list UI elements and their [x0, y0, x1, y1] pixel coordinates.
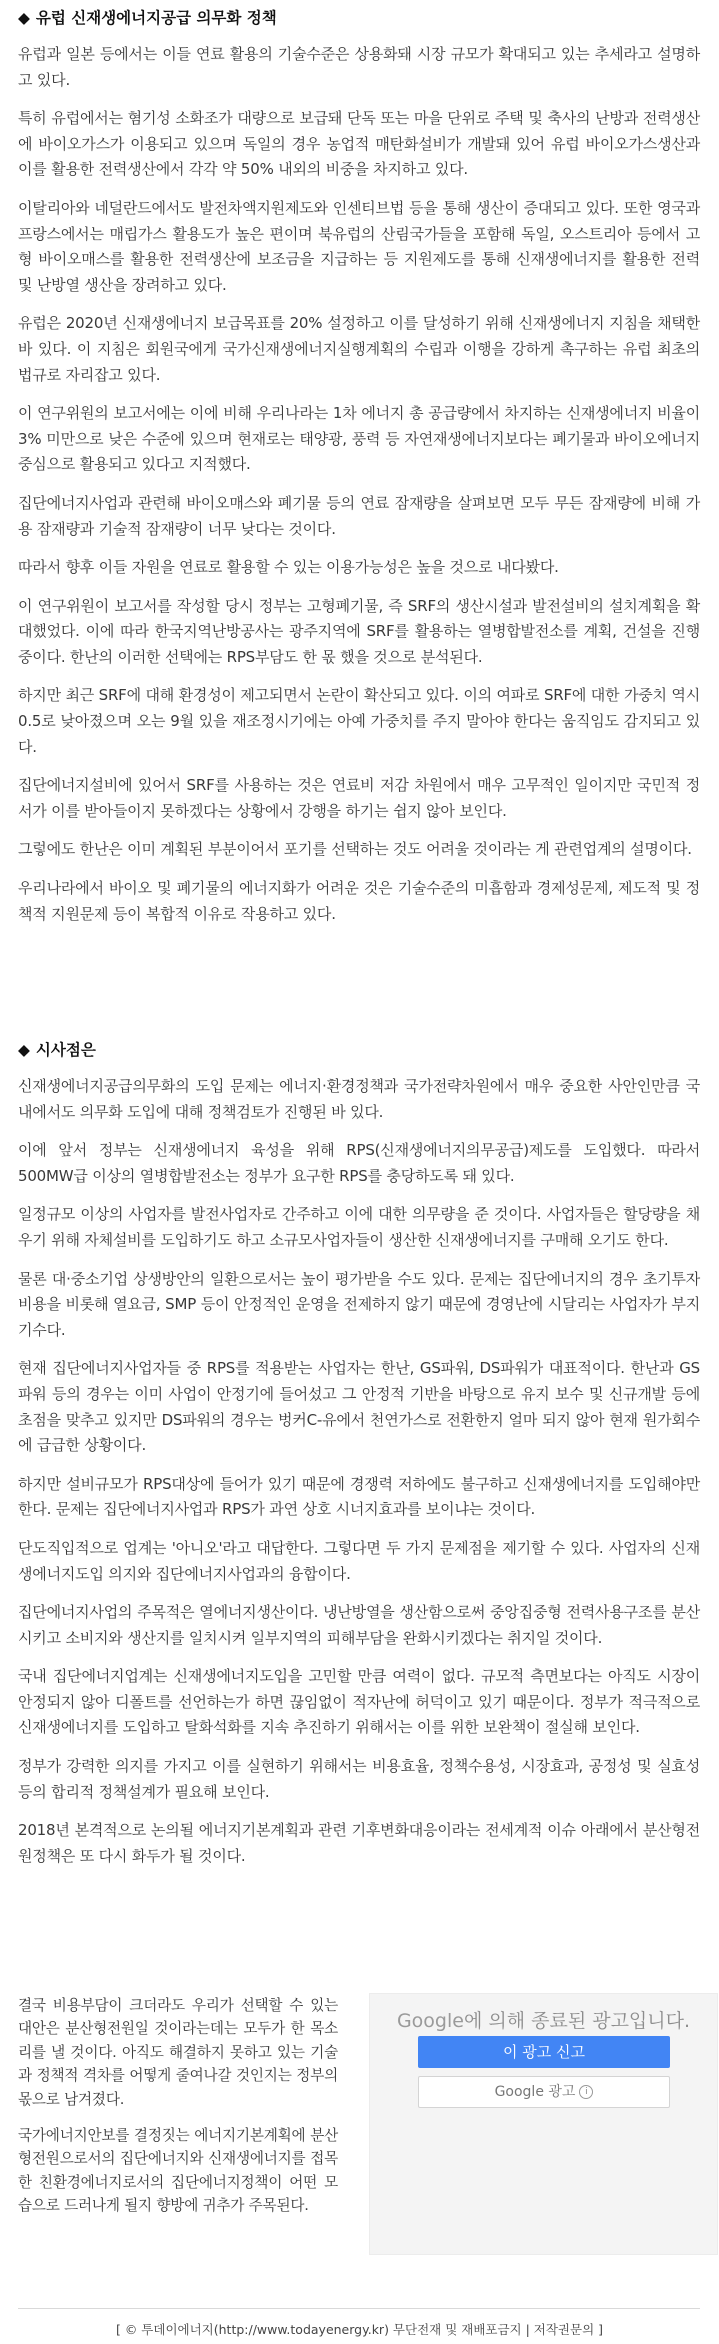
- paragraph: 이 연구위원이 보고서를 작성할 당시 정부는 고형폐기물, 즉 SRF의 생산시설과 발전설비의 설치계획을 확대했었다. 이에 따라 한국지역난방공사는 광주지역에 SRF를 활용하는 열병합발전소를 계획, 건설을 진행 중이다. 한난의 이러한 선택에는 RPS부담도 한 몫 했을 것으로 분석된다.: [18, 596, 700, 666]
- paragraph: 단도직입적으로 업계는 '아니오'라고 대답한다. 그렇다면 두 가지 문제점을 제기할 수 있다. 사업자의 신재생에너지도입 의지와 집단에너지사업과의 융합이다.: [18, 1538, 700, 1583]
- google-logo-text: Google: [396, 2010, 464, 2032]
- paragraph: 특히 유럽에서는 혐기성 소화조가 대량으로 보급돼 단독 또는 마을 단위로 주택 및 축사의 난방과 전력생산에 바이오가스가 이용되고 있으며 독일의 경우 농업적 매탄화설비가 개발돼 있어 유럽 바이오가스생산과 이를 활용한 전력생산에서 각각 약 50% 내외의 비중을 차지하고 있다.: [18, 109, 700, 179]
- copyright-footer: [0, 2300, 719, 2340]
- paragraph: 이탈리아와 네덜란드에서도 발전차액지원제도와 인센티브법 등을 통해 생산이 증대되고 있다. 또한 영국과 프랑스에서는 매립가스 활용도가 높은 편이며 북유럽의 산림국가들을 포함해 독일, 오스트리아 등에서 고형 바이오매스를 활용한 전력생산에 보조금을 지급하는 등 지원제도를 통해 신재생에너지를 활용한 전력 및 난방열 생산을 장려하고 있다.: [18, 198, 700, 294]
- paragraph: 하지만 최근 SRF에 대해 환경성이 제고되면서 논란이 확산되고 있다. 이의 여파로 SRF에 대한 가중치 역시 0.5로 낮아졌으며 오는 9월 있을 재조정시기에는 아예 가중치를 주지 말아야 한다는 움직임도 감지되고 있다.: [18, 686, 700, 756]
- footer-divider: [18, 2308, 700, 2309]
- info-icon: i: [579, 2085, 593, 2099]
- paragraph: 국가에너지안보를 결정짓는 에너지기본계획에 분산형전원으로서의 집단에너지와 신재생에너지를 접목한 친환경에너지로서의 집단에너지정책이 어떤 모습으로 드러나게 될지 향방에 귀추가 주목된다.: [18, 2127, 338, 2215]
- paragraph: 유럽은 2020년 신재생에너지 보급목표를 20% 설정하고 이를 달성하기 위해 신재생에너지 지침을 채택한 바 있다. 이 지침은 회원국에게 국가신재생에너지실행계획의 수립과 이행을 강하게 촉구하는 유럽 최초의 법규로 자리잡고 있다.: [18, 314, 700, 384]
- section-heading: [18, 1040, 96, 1060]
- diamond-bullet-icon: ◆: [18, 9, 30, 27]
- section-heading-text: 유럽 신재생에너지공급 의무화 정책: [35, 9, 277, 27]
- paragraph: 우리나라에서 바이오 및 폐기물의 에너지화가 어려운 것은 기술수준의 미흡함과 경제성문제, 제도적 및 정책적 지원문제 등이 복합적 이유로 작용하고 있다.: [18, 879, 700, 923]
- diamond-bullet-icon: ◆: [18, 1041, 30, 1059]
- section-heading: [18, 8, 277, 28]
- paragraph: 일정규모 이상의 사업자를 발전사업자로 간주하고 이에 대한 의무량을 준 것이다. 사업자들은 할당량을 채우기 위해 자체설비를 도입하기도 하고 소규모사업자들이 생산한 신재생에너지를 구매해 오기도 한다.: [18, 1205, 700, 1249]
- copyright-text: [ © 투데이에너지(http://www.todayenergy.kr) 무단전재 및 재배포금지 | 저작권문의 ]: [115, 2322, 604, 2337]
- paragraph: 2018년 본격적으로 논의될 에너지기본계획과 관련 기후변화대응이라는 전세계적 이슈 아래에서 분산형전원정책은 또 다시 화두가 될 것이다.: [18, 1821, 700, 1865]
- paragraph: 이에 앞서 정부는 신재생에너지 육성을 위해 RPS(신재생에너지의무공급)제도를 도입했다. 따라서 500MW급 이상의 열병합발전소는 정부가 요구한 RPS를 충당하도록 돼 있다.: [18, 1141, 700, 1185]
- paragraph: 국내 집단에너지업계는 신재생에너지도입을 고민할 만큼 여력이 없다. 규모적 측면보다는 아직도 시장이 안정되지 않아 디폴트를 선언하는가 하면 끊임없이 적자난에 허덕이고 있기 때문이다. 정부가 적극적으로 신재생에너지를 도입하고 탈화석화를 지속 추진하기 위해서는 이를 위한 보완책이 절실해 보인다.: [18, 1667, 700, 1737]
- ad-closed-text: 에 의해 종료된 광고입니다.: [463, 2010, 691, 2032]
- paragraph: 이 연구위원의 보고서에는 이에 비해 우리나라는 1차 에너지 총 공급량에서 차지하는 신재생에너지 비율이 3% 미만으로 낮은 수준에 있으며 현재로는 태양광, 풍력 등 자연재생에너지보다는 폐기물과 바이오에너지 중심으로 활용되고 있다고 지적했다.: [18, 404, 700, 474]
- report-ad-button[interactable]: 이 광고 신고: [418, 2036, 670, 2068]
- paragraph: 집단에너지사업과 관련해 바이오매스와 폐기물 등의 연료 잠재량을 살펴보면 모두 무든 잠재량에 비해 가용 잠재량과 기술적 잠재량이 너무 낮다는 것이다.: [18, 493, 700, 538]
- paragraph: 신재생에너지공급의무화의 도입 문제는 에너지·환경정책과 국가전략차원에서 매우 중요한 사안인만큼 국내에서도 의무화 도입에 대해 정책검토가 진행된 바 있다.: [18, 1077, 700, 1121]
- why-this-ad-label: Google 광고: [494, 2084, 576, 2100]
- paragraph: 결국 비용부담이 크더라도 우리가 선택할 수 있는 대안은 분산형전원일 것이라는데는 모두가 한 목소리를 낼 것이다. 아직도 해결하지 못하고 있는 기술과 정책적 격차를 어떻게 줄여나갈 것인지는 정부의 몫으로 남겨졌다.: [18, 1997, 338, 2108]
- paragraph: 현재 집단에너지사업자들 중 RPS를 적용받는 사업자는 한난, GS파워, DS파워가 대표적이다. 한난과 GS파워 등의 경우는 이미 사업이 안정기에 들어섰고 그 안정적 기반을 바탕으로 유지 보수 및 신규개발 등에 초점을 맞추고 있지만 DS파워의 경우는 벙커C-유에서 천연가스로 전환한지 얼마 되지 않아 현재 원가회수에 급급한 상황이다.: [18, 1359, 700, 1455]
- ad-closed-notice: [370, 2006, 717, 2033]
- paragraph: 물론 대·중소기업 상생방안의 일환으로서는 높이 평가받을 수도 있다. 문제는 집단에너지의 경우 초기투자비용을 비롯해 열요금, SMP 등이 안정적인 운영을 전제하지 않기 때문에 경영난에 시달리는 사업자가 부지기수다.: [18, 1269, 700, 1339]
- paragraph: 정부가 강력한 의지를 가지고 이를 실현하기 위해서는 비용효율, 정책수용성, 시장효과, 공정성 및 실효성 등의 합리적 정책설계가 필요해 보인다.: [18, 1757, 700, 1801]
- paragraph: 따라서 향후 이들 자원을 연료로 활용할 수 있는 이용가능성은 높을 것으로 내다봤다.: [18, 558, 559, 577]
- section-1-text: [18, 42, 700, 940]
- paragraph: 그렇에도 한난은 이미 계획된 부분이어서 포기를 선택하는 것도 어려울 것이라는 게 관련업계의 설명이다.: [18, 840, 692, 859]
- section-2-text: [18, 1074, 700, 1882]
- paragraph: 집단에너지사업의 주목적은 열에너지생산이다. 냉난방열을 생산함으로써 중앙집중형 전력사용구조를 분산시키고 소비지와 생산지를 일치시켜 일부지역의 피해부담을 완화시키겠다는 취지일 것이다.: [18, 1603, 700, 1647]
- paragraph: 하지만 설비규모가 RPS대상에 들어가 있기 때문에 경쟁력 저하에도 불구하고 신재생에너지를 도입해야만 한다. 문제는 집단에너지사업과 RPS가 과연 상호 시너지효과를 보이냐는 것이다.: [18, 1474, 700, 1519]
- paragraph: 집단에너지설비에 있어서 SRF를 사용하는 것은 연료비 저감 차원에서 매우 고무적인 일이지만 국민적 정서가 이를 받아들이지 못하겠다는 상황에서 강행을 하기는 쉽지 않아 보인다.: [18, 776, 700, 820]
- closing-text: [18, 1994, 338, 2231]
- paragraph: 유럽과 일본 등에서는 이들 연료 활용의 기술수준은 상용화돼 시장 규모가 확대되고 있는 추세라고 설명하고 있다.: [18, 45, 700, 89]
- closed-ad-box: [369, 1993, 718, 2255]
- section-heading-text: 시사점은: [35, 1041, 96, 1059]
- why-this-ad-button[interactable]: [418, 2076, 670, 2108]
